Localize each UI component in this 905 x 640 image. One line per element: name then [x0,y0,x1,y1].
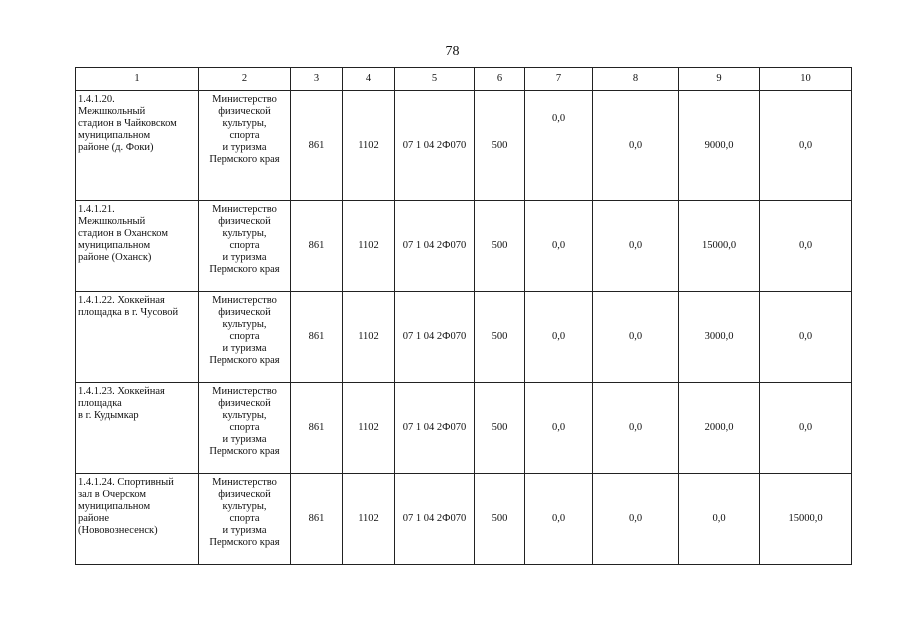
object-name-cell-line: в г. Кудымкар [78,410,139,421]
ministry-cell [199,383,291,474]
year-value-cell: 2000,0 [679,383,760,474]
ministry-cell-line: и туризма [222,142,267,153]
year-value-cell: 0,0 [525,292,593,383]
object-name-cell [76,292,199,383]
year-value-cell: 0,0 [760,292,852,383]
column-header: 2 [199,68,291,91]
ministry-cell-line: и туризма [222,434,267,445]
object-name-cell-line: районе [78,513,110,524]
object-name-cell-line: Межшкольный [78,216,146,227]
year-value-cell: 0,0 [593,383,679,474]
year-value-cell: 0,0 [525,383,593,474]
year-value-cell: 0,0 [525,474,593,565]
section-code-cell: 1102 [343,201,395,292]
ministry-cell-line: Пермского края [209,537,280,548]
year-value-cell: 15000,0 [760,474,852,565]
table-row [76,292,852,383]
year-value-cell: 0,0 [760,383,852,474]
section-code-cell: 1102 [343,383,395,474]
ministry-cell-line: и туризма [222,252,267,263]
column-header: 9 [679,68,760,91]
object-name-cell-line: стадион в Оханском [78,228,168,239]
object-name-cell-line: районе (д. Фоки) [78,142,154,153]
object-name-cell [76,91,199,201]
object-name-cell [76,383,199,474]
year-value-cell: 0,0 [760,91,852,201]
column-header: 10 [760,68,852,91]
table-row [76,201,852,292]
ministry-cell-line: физической [218,307,271,318]
ministry-cell [199,201,291,292]
ministry-cell-line: культуры, [222,118,267,129]
ministry-cell [199,474,291,565]
code-861-cell: 861 [291,383,343,474]
ministry-cell-line: культуры, [222,501,267,512]
object-name-cell [76,201,199,292]
section-code-cell: 1102 [343,292,395,383]
table-body [76,91,852,565]
ministry-cell-line: спорта [229,422,260,433]
year-value-cell: 0,0 [593,201,679,292]
table-row [76,474,852,565]
object-name-cell-line: 1.4.1.24. Спортивный [78,477,174,488]
column-header: 8 [593,68,679,91]
object-name-cell-line: зал в Очерском [78,489,147,500]
code-861-cell: 861 [291,474,343,565]
expense-type-cell: 500 [475,474,525,565]
object-name-cell-line: площадка в г. Чусовой [78,307,179,318]
ministry-cell-line: физической [218,106,271,117]
object-name-cell-line: Межшкольный [78,106,146,117]
ministry-cell-line: физической [218,398,271,409]
code-861-cell: 861 [291,91,343,201]
column-header: 1 [76,68,199,91]
ministry-cell-line: Министерство [212,94,277,105]
budget-table [75,67,852,565]
object-name-cell-line: муниципальном [78,501,151,512]
ministry-cell-line: Министерство [212,477,277,488]
object-name-cell-line: муниципальном [78,240,151,251]
column-header: 7 [525,68,593,91]
code-861-cell: 861 [291,201,343,292]
ministry-cell-line: Пермского края [209,446,280,457]
ministry-cell-line: культуры, [222,228,267,239]
year-value-cell: 9000,0 [679,91,760,201]
object-name-cell-line: 1.4.1.22. Хоккейная [78,295,165,306]
ministry-cell-line: Пермского края [209,355,280,366]
ministry-cell [199,292,291,383]
year-value-cell: 0,0 [593,474,679,565]
expense-type-cell: 500 [475,201,525,292]
target-article-cell: 07 1 04 2Ф070 [395,201,475,292]
section-code-cell: 1102 [343,474,395,565]
year-value-cell: 0,0 [593,91,679,201]
target-article-cell: 07 1 04 2Ф070 [395,91,475,201]
year-value-cell: 0,0 [525,201,593,292]
ministry-cell-line: физической [218,216,271,227]
ministry-cell-line: Министерство [212,295,277,306]
expense-type-cell: 500 [475,383,525,474]
year-value-cell: 0,0 [760,201,852,292]
ministry-cell-line: спорта [229,240,260,251]
year-value-cell: 3000,0 [679,292,760,383]
year-value-cell: 0,0 [593,292,679,383]
year-value-cell: 0,0 [679,474,760,565]
ministry-cell-line: спорта [229,513,260,524]
object-name-cell-line: стадион в Чайковском [78,118,177,129]
expense-type-cell: 500 [475,91,525,201]
object-name-cell-line: площадка [78,398,122,409]
column-header: 3 [291,68,343,91]
year-value-cell: 15000,0 [679,201,760,292]
column-header: 6 [475,68,525,91]
table-row [76,383,852,474]
ministry-cell-line: Пермского края [209,154,280,165]
target-article-cell: 07 1 04 2Ф070 [395,383,475,474]
code-861-cell: 861 [291,292,343,383]
column-header: 4 [343,68,395,91]
ministry-cell-line: Пермского края [209,264,280,275]
ministry-cell [199,91,291,201]
object-name-cell-line: 1.4.1.20. [78,94,115,105]
ministry-cell-line: культуры, [222,319,267,330]
year-value-cell: 0,0 [525,91,593,201]
target-article-cell: 07 1 04 2Ф070 [395,292,475,383]
ministry-cell-line: культуры, [222,410,267,421]
object-name-cell-line: районе (Оханск) [78,252,152,263]
object-name-cell-line: (Нововознесенск) [78,525,158,536]
header-row [76,68,852,91]
object-name-cell-line: 1.4.1.21. [78,204,115,215]
ministry-cell-line: спорта [229,331,260,342]
ministry-cell-line: спорта [229,130,260,141]
object-name-cell [76,474,199,565]
table-row [76,91,852,201]
object-name-cell-line: муниципальном [78,130,151,141]
section-code-cell: 1102 [343,91,395,201]
object-name-cell-line: 1.4.1.23. Хоккейная [78,386,165,397]
ministry-cell-line: физической [218,489,271,500]
target-article-cell: 07 1 04 2Ф070 [395,474,475,565]
expense-type-cell: 500 [475,292,525,383]
column-header: 5 [395,68,475,91]
ministry-cell-line: и туризма [222,343,267,354]
page-number: 78 [445,44,460,59]
ministry-cell-line: Министерство [212,386,277,397]
ministry-cell-line: Министерство [212,204,277,215]
ministry-cell-line: и туризма [222,525,267,536]
